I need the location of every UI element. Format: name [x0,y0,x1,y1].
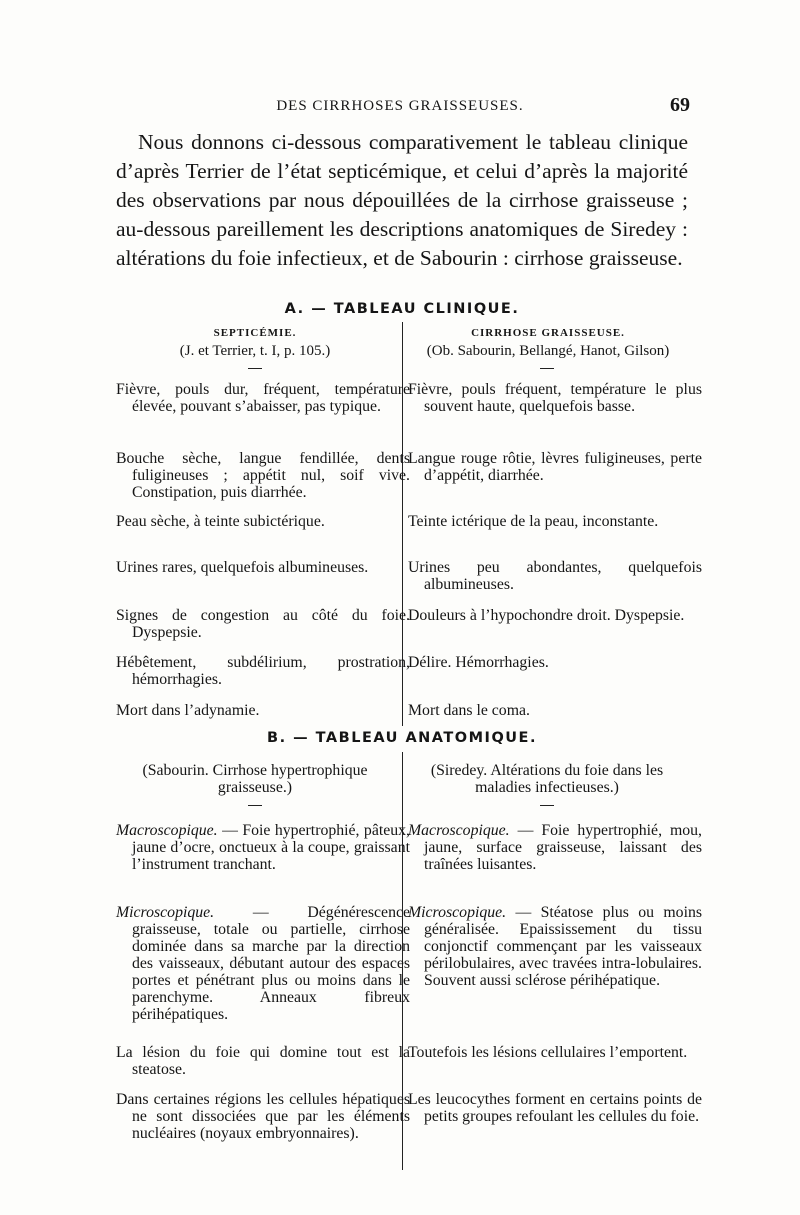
anatomic-left-entry [116,904,410,1023]
clinical-right-entry: Langue rouge rôtie, lèvres fuligineuses, perte d’appétit, diarrhée. [408,450,702,484]
clinical-right-entry: Mort dans le coma. [408,702,530,719]
anatomic-left-entry [116,1044,410,1078]
anatomic-left-entry [116,822,410,873]
left-heading-source: (J. et Terrier, t. I, p. 105.) [179,343,331,359]
right-heading-source: (Ob. Sabourin, Bellangé, Hanot, Gilson) [426,343,670,359]
anatomic-right-entry [408,1091,702,1125]
section-b-right-heading: (Siredey. Altérations du foie dans les maladies infectieuses.) [430,762,664,796]
clinical-left-entry: Bouche sèche, langue fendillée, dents fuligineuses ; appétit nul, soif vive. Constipation, puis diarrhée. [116,450,410,501]
section-b-right-dash [540,805,554,806]
clinical-right-entry: Teinte ictérique de la peau, inconstante. [408,513,659,530]
clinical-right-entry: Douleurs à l’hypochondre droit. Dyspepsie. [408,607,685,624]
clinical-right-entry: Délire. Hémorrhagies. [408,654,549,671]
entry-text: — Dégénérescence graisseuse, totale ou partielle, cirrhose dominée dans sa marche par la direction des vaisseaux, débutant autour des espaces portes et pénétrant plus ou moins dans le parenchyme. Anneaux fibreux périhépatiques. [132,904,410,1023]
section-a-left-dash [248,368,262,369]
entry-lead: Microscopique. [408,904,507,921]
right-heading-caps: CIRRHOSE GRAISSEUSE. [471,327,625,339]
clinical-left-entry: Urines rares, quelquefois albumineuses. [116,559,369,576]
section-b-title: B. — TABLEAU ANATOMIQUE. [267,730,537,746]
section-a-right-heading [406,324,690,360]
section-b-left-heading: (Sabourin. Cirrhose hypertrophique graisseuse.) [142,762,368,796]
entry-lead: Macroscopique. [408,822,510,839]
entry-text: La lésion du foie qui domine tout est la steatose. [116,1044,410,1078]
page-number: 69 [670,94,690,116]
section-a-title: A. — TABLEAU CLINIQUE. [284,301,520,317]
anatomic-right-entry [408,822,702,873]
clinical-right-entry: Urines peu abondantes, quelquefois albumineuses. [408,559,702,593]
entry-text: Dans certaines régions les cellules hépatiques ne sont dissociées que par les éléments nucléaires (noyaux embryonnaires). [116,1091,410,1142]
intro-paragraph: Nous donnons ci-dessous comparativement le tableau clinique d’après Terrier de l’état septicémique, et celui d’après la majorité des observations par nous dépouillées de la cirrhose graisseuse ; au-dessous pareillement les descriptions anatomiques de Siredey : altérations du foie infectieux, et de Sabourin : cirrhose graisseuse. [116,130,688,270]
anatomic-left-entry [116,1091,410,1142]
section-b-left-dash [248,805,262,806]
running-title: DES CIRRHOSES GRAISSEUSES. [276,98,524,114]
entry-lead: Microscopique. [116,904,215,921]
clinical-left-entry: Hébêtement, subdélirium, prostration, hémorrhagies. [116,654,410,688]
entry-text: Toutefois les lésions cellulaires l’emportent. [408,1044,688,1061]
section-a-right-dash [540,368,554,369]
entry-text: Les leucocythes forment en certains points de petits groupes refoulant les cellules du foie. [408,1091,702,1125]
section-a-left-heading [116,324,394,360]
entry-text: — Stéatose plus ou moins généralisée. Epaississement du tissu conjonctif commençant par les vaisseaux périlobulaires, avec travées intra-lobulaires. Souvent aussi sclérose périhépatique. [424,904,702,989]
entry-lead: Macroscopique. [116,822,218,839]
entry-text: — Foie hypertrophié, pâteux, jaune d’ocre, onctueux à la coupe, graissant l’instrument tranchant. [132,822,410,873]
running-head [110,94,690,120]
entry-text: — Foie hypertrophié, mou, jaune, surface graisseuse, laissant des traînées luisantes. [424,822,702,873]
clinical-left-entry: Signes de congestion au côté du foie. Dyspepsie. [116,607,410,641]
clinical-right-entry: Fièvre, pouls fréquent, température le plus souvent haute, quelquefois basse. [408,381,702,415]
clinical-left-entry: Fièvre, pouls dur, fréquent, température élevée, pouvant s’abaisser, pas typique. [116,381,410,415]
anatomic-right-entry [408,904,702,989]
left-heading-caps: SEPTICÉMIE. [213,327,297,339]
clinical-left-entry: Mort dans l’adynamie. [116,702,260,719]
anatomic-right-entry [408,1044,702,1061]
clinical-left-entry: Peau sèche, à teinte subictérique. [116,513,325,530]
